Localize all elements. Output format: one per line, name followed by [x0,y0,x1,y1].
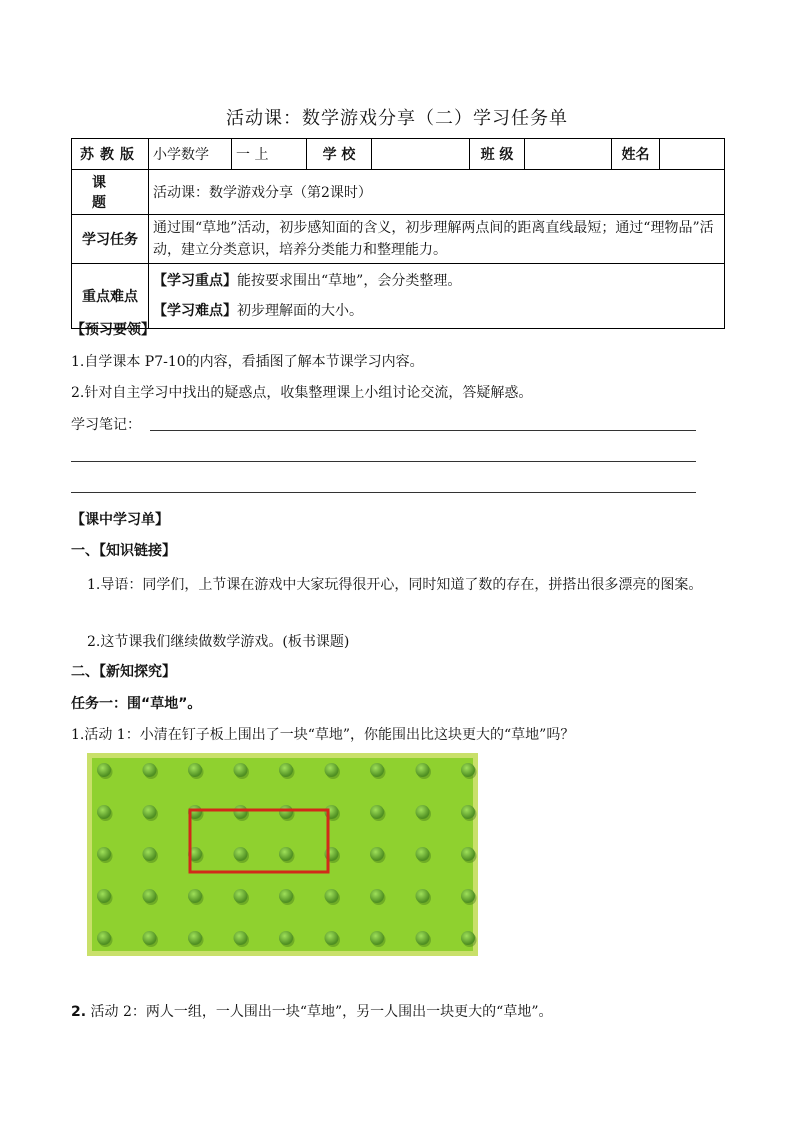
peg [370,931,384,945]
peg [461,931,475,945]
notes-line-2[interactable] [71,461,696,462]
task-one-title: 任务一：围“草地”。 [71,696,202,712]
peg [234,931,248,945]
topic-value: 活动课：数学游戏分享（第2课时） [149,170,725,215]
peg [143,847,157,861]
peg [97,763,111,777]
difficulty-text: 初步理解面的大小。 [237,303,363,319]
peg [143,931,157,945]
preview-item-2: 2.针对自主学习中找出的疑惑点，收集整理课上小组讨论交流，答疑解惑。 [71,385,533,401]
peg [416,931,430,945]
peg [325,763,339,777]
difficulty-tag: 【学习难点】 [153,303,237,319]
info-table [71,138,725,329]
peg [279,889,293,903]
knowledge-item-1: 1.导语：同学们，上节课在游戏中大家玩得很开心，同时知道了数的存在，拼搭出很多漂亮的图案。 [87,577,703,593]
section-knowledge-link: 一、【知识链接】 [71,543,176,559]
notes-line-1[interactable] [150,430,696,431]
peg [143,805,157,819]
peg [416,889,430,903]
notes-line-3[interactable] [71,492,696,493]
activity-2-body: 活动 2：两人一组，一人围出一块“草地”，另一人围出一块更大的“草地”。 [86,1004,553,1020]
keypoints-label: 重点难点 [72,264,149,329]
subject-cell: 小学数学 [149,139,232,170]
peg [279,763,293,777]
peg [279,847,293,861]
class-field[interactable] [525,139,612,170]
peg [97,847,111,861]
peg [461,805,475,819]
peg [188,931,202,945]
peg [416,847,430,861]
peg [416,763,430,777]
peg [370,889,384,903]
peg [234,889,248,903]
page-title: 活动课：数学游戏分享（二）学习任务单 [226,108,568,129]
peg [325,889,339,903]
activity-2-text [71,1001,725,1023]
peg [325,931,339,945]
peg [416,805,430,819]
publisher-cell: 苏教版 [72,139,149,170]
peg [279,805,293,819]
class-label: 班 级 [470,139,525,170]
peg [97,889,111,903]
peg [234,847,248,861]
peg [143,889,157,903]
task-value: 通过围“草地”活动，初步感知面的含义，初步理解两点间的距离直线最短；通过“理物品”活动，建立分类意识，培养分类能力和整理能力。 [149,215,725,264]
name-field[interactable] [660,139,725,170]
activity-1-text: 1.活动 1：小清在钉子板上围出了一块“草地”，你能围出比这块更大的“草地”吗？ [71,727,575,743]
lesson-heading: 【课中学习单】 [71,512,169,528]
focus-text: 能按要求围出“草地”，会分类整理。 [237,273,462,289]
preview-heading: 【预习要领】 [71,322,155,338]
peg [97,931,111,945]
knowledge-item-2: 2.这节课我们继续做数学游戏。(板书课题) [87,634,350,650]
peg [279,931,293,945]
focus-tag: 【学习重点】 [153,273,237,289]
peg [188,889,202,903]
school-label: 学 校 [307,139,372,170]
peg [461,889,475,903]
peg [370,763,384,777]
pegboard-image [87,753,478,956]
task-label: 学习任务 [72,215,149,264]
preview-item-1: 1.自学课本 P7-10的内容，看插图了解本节课学习内容。 [71,354,424,370]
school-field[interactable] [372,139,470,170]
peg [143,763,157,777]
activity-2-number: 2. [71,1004,87,1020]
peg [370,805,384,819]
peg [234,805,248,819]
peg [97,805,111,819]
peg [188,763,202,777]
name-label: 姓名 [612,139,660,170]
peg [234,763,248,777]
peg [461,763,475,777]
topic-label: 课 题 [72,170,149,215]
peg [461,847,475,861]
peg [370,847,384,861]
section-new-knowledge: 二、【新知探究】 [71,664,176,680]
notes-label: 学习笔记： [71,417,141,433]
grade-cell: 一 上 [232,139,307,170]
